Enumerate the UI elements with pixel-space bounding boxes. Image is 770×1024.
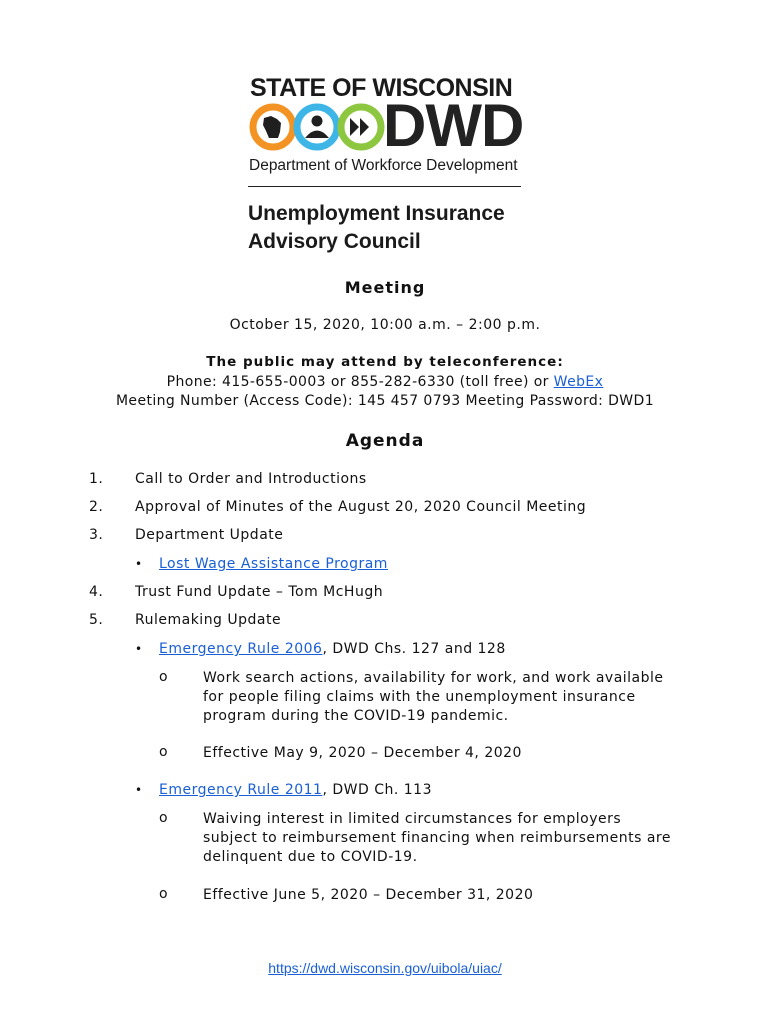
- agenda-heading: Agenda: [345, 431, 425, 451]
- lost-wage-assistance-link[interactable]: Lost Wage Assistance Program: [159, 556, 388, 572]
- rule-2006-effective-dates: Effective May 9, 2020 – December 4, 2020: [203, 745, 522, 761]
- wisconsin-map-icon: [253, 107, 293, 147]
- description-line: Waiving interest in limited circumstances for employers: [203, 811, 622, 827]
- webex-link[interactable]: WebEx: [553, 374, 604, 390]
- logo-divider: [248, 186, 521, 187]
- rule-2011-line: [159, 782, 432, 798]
- agenda-item-number: 1.: [89, 471, 104, 487]
- phone-text: Phone: 415-655-0003 or 855-282-6330 (toll free) or: [166, 374, 554, 390]
- access-code-line: Meeting Number (Access Code): 145 457 0793 Meeting Password: DWD1: [115, 393, 655, 409]
- description-line: delinquent due to COVID-19.: [203, 849, 418, 865]
- bullet-icon: •: [135, 783, 143, 797]
- meeting-heading: Meeting: [344, 278, 426, 297]
- rule-2006-line: [159, 641, 506, 657]
- agenda-item-number: 5.: [89, 612, 104, 628]
- dwd-logo-circles: [247, 101, 387, 153]
- agenda-item-text: Department Update: [135, 527, 284, 543]
- agenda-item-number: 4.: [89, 584, 104, 600]
- rule-2006-description: [203, 669, 664, 726]
- agenda-item-text: Approval of Minutes of the August 20, 2020 Council Meeting: [135, 499, 587, 515]
- footer-line: [0, 960, 770, 976]
- sub-bullet-icon: o: [159, 744, 169, 760]
- bullet-icon: •: [135, 557, 143, 571]
- agenda-item-text: Trust Fund Update – Tom McHugh: [135, 584, 384, 600]
- forward-arrows-icon: [341, 107, 381, 147]
- sub-bullet-icon: o: [159, 810, 169, 826]
- agenda-item-text: Call to Order and Introductions: [135, 471, 367, 487]
- person-icon: [297, 107, 337, 147]
- public-notice: The public may attend by teleconference:: [206, 354, 564, 370]
- sub-bullet-icon: o: [159, 886, 169, 902]
- rule-2011-description: [203, 810, 671, 867]
- rule-2011-effective-dates: Effective June 5, 2020 – December 31, 2020: [203, 887, 534, 903]
- council-title-line2: Advisory Council: [248, 230, 421, 253]
- council-title: [248, 200, 505, 256]
- council-title-line1: Unemployment Insurance: [248, 202, 505, 225]
- bullet-icon: •: [135, 642, 143, 656]
- description-line: for people filing claims with the unemployment insurance: [203, 689, 636, 705]
- emergency-rule-2011-link[interactable]: Emergency Rule 2011: [159, 782, 323, 798]
- phone-line: [0, 374, 770, 390]
- meeting-date: October 15, 2020, 10:00 a.m. – 2:00 p.m.: [229, 317, 541, 333]
- emergency-rule-2006-link[interactable]: Emergency Rule 2006: [159, 641, 323, 657]
- logo-state-title: STATE OF WISCONSIN: [250, 74, 513, 102]
- description-line: subject to reimbursement financing when reimbursements are: [203, 830, 671, 846]
- description-line: Work search actions, availability for work, and work available: [203, 670, 664, 686]
- rule-2011-chapter: , DWD Ch. 113: [322, 782, 432, 798]
- sub-bullet-icon: o: [159, 669, 169, 685]
- agenda-item-number: 3.: [89, 527, 104, 543]
- logo-department-name: Department of Workforce Development: [249, 157, 518, 174]
- agenda-item-text: Rulemaking Update: [135, 612, 282, 628]
- rule-2006-chapters: , DWD Chs. 127 and 128: [322, 641, 506, 657]
- agenda-item-number: 2.: [89, 499, 104, 515]
- description-line: program during the COVID-19 pandemic.: [203, 708, 509, 724]
- logo-dwd-text: DWD: [383, 92, 524, 159]
- footer-url-link[interactable]: https://dwd.wisconsin.gov/uibola/uiac/: [268, 960, 502, 976]
